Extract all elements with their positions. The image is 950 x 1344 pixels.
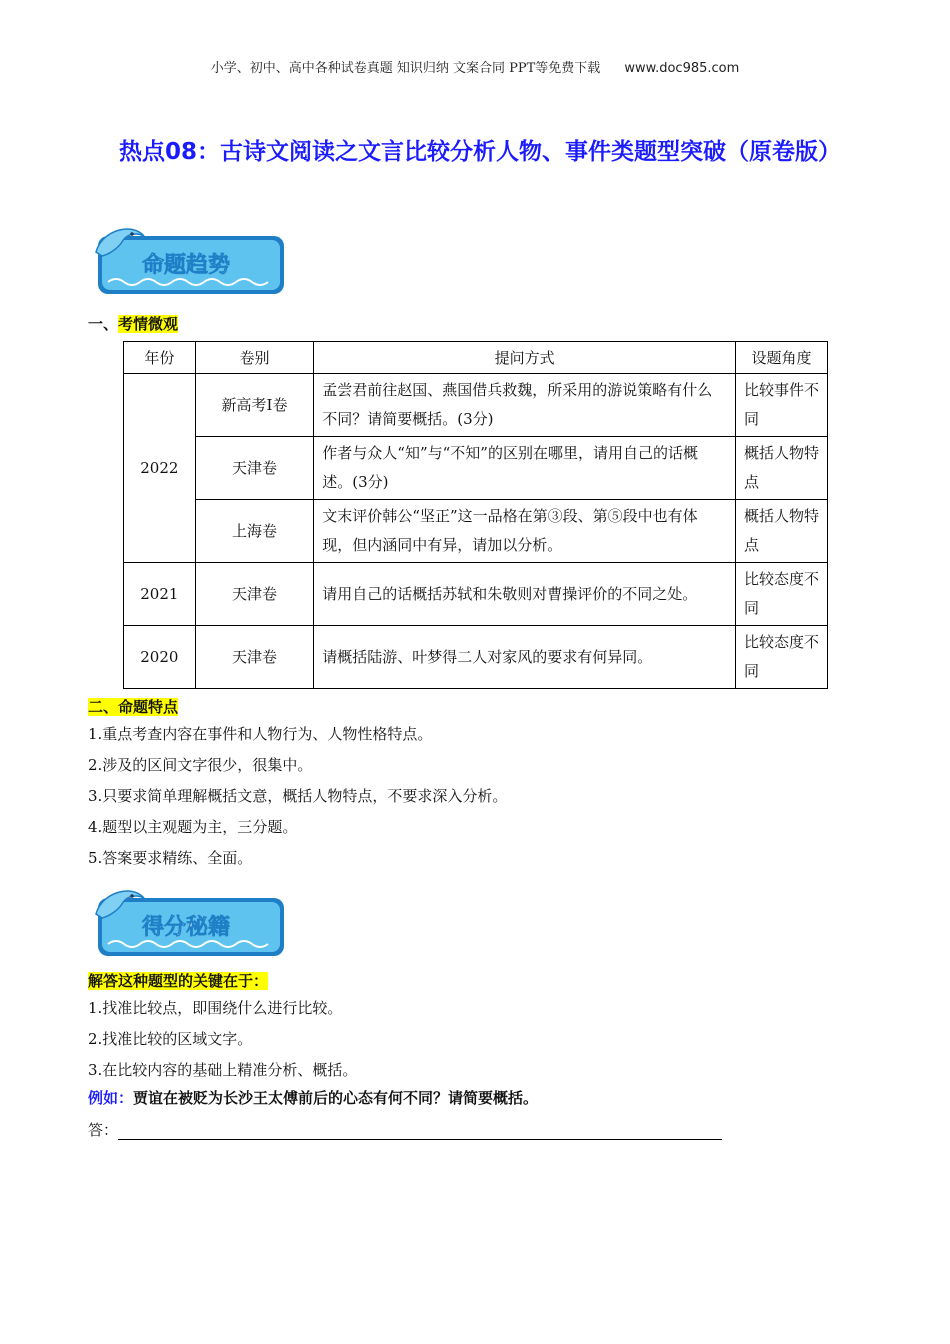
list-item: 1.重点考查内容在事件和人物行为、人物性格特点。 (88, 725, 433, 743)
section1-label: 考情微观 (118, 315, 179, 333)
table-row (124, 437, 828, 500)
section2-label: 二、命题特点 (88, 698, 179, 716)
angle-cell: 比较态度不同 (735, 563, 827, 626)
table-header-row (124, 342, 828, 374)
angle-cell: 概括人物特点 (735, 500, 827, 563)
example-text: 贾谊在被贬为长沙王太傅前后的心态有何不同？请简要概括。 (133, 1089, 539, 1107)
question-cell: 请用自己的话概括苏轼和朱敬则对曹操评价的不同之处。 (314, 563, 736, 626)
paper-cell: 新高考Ⅰ卷 (195, 374, 314, 437)
paper-cell: 天津卷 (195, 563, 314, 626)
year-cell: 2020 (124, 626, 196, 689)
trend-banner-label: 命题趋势 (142, 253, 231, 278)
section3-label: 解答这种题型的关键在于： (88, 972, 269, 990)
trend-banner (92, 222, 292, 300)
angle-cell: 概括人物特点 (735, 437, 827, 500)
header-url[interactable]: www.doc985.com (624, 61, 740, 76)
paper-cell: 天津卷 (195, 437, 314, 500)
question-cell: 请概括陆游、叶梦得二人对家风的要求有何异同。 (314, 626, 736, 689)
page-header (0, 57, 950, 76)
list-item: 2.找准比较的区域文字。 (88, 1030, 253, 1048)
list-item: 5.答案要求精练、全面。 (88, 849, 253, 867)
list-item: 4.题型以主观题为主，三分题。 (88, 818, 298, 836)
section3-list (88, 993, 357, 1086)
example-question (88, 1087, 538, 1108)
angle-cell: 比较态度不同 (735, 626, 827, 689)
header-text: 小学、初中、高中各种试卷真题 知识归纳 文案合同 PPT等免费下载 (210, 61, 601, 76)
page-title: 热点08：古诗文阅读之文言比较分析人物、事件类题型突破（原卷版） (118, 139, 841, 165)
table-row (124, 626, 828, 689)
section2-heading (88, 696, 178, 717)
exam-table (123, 341, 828, 689)
answer-blank[interactable] (118, 1121, 722, 1140)
list-item: 2.涉及的区间文字很少，很集中。 (88, 756, 313, 774)
section1-prefix: 一、 (88, 315, 119, 333)
year-cell: 2021 (124, 563, 196, 626)
table-row (124, 374, 828, 437)
question-cell: 作者与众人“知”与“不知”的区别在哪里，请用自己的话概述。(3分) (314, 437, 736, 500)
angle-cell: 比较事件不同 (735, 374, 827, 437)
header-paper: 卷别 (195, 342, 314, 374)
section3-heading (88, 970, 268, 991)
paper-cell: 上海卷 (195, 500, 314, 563)
section1-heading (88, 313, 178, 334)
answer-line (88, 1119, 722, 1140)
list-item: 1.找准比较点，即围绕什么进行比较。 (88, 999, 343, 1017)
secret-banner (92, 884, 292, 962)
header-angle: 设题角度 (735, 342, 827, 374)
question-cell: 孟尝君前往赵国、燕国借兵救魏，所采用的游说策略有什么不同？请简要概括。(3分) (314, 374, 736, 437)
header-question: 提问方式 (314, 342, 736, 374)
section2-list (88, 719, 507, 874)
table-row (124, 563, 828, 626)
paper-cell: 天津卷 (195, 626, 314, 689)
table-row (124, 500, 828, 563)
list-item: 3.只要求简单理解概括文意，概括人物特点，不要求深入分析。 (88, 787, 508, 805)
year-cell: 2022 (124, 374, 196, 563)
header-year: 年份 (124, 342, 196, 374)
answer-label: 答： (88, 1121, 119, 1139)
list-item: 3.在比较内容的基础上精准分析、概括。 (88, 1061, 358, 1079)
example-label: 例如： (88, 1089, 134, 1107)
question-cell: 文末评价韩公“坚正”这一品格在第③段、第⑤段中也有体现，但内涵同中有异，请加以分析。 (314, 500, 736, 563)
secret-banner-label: 得分秘籍 (142, 915, 231, 940)
